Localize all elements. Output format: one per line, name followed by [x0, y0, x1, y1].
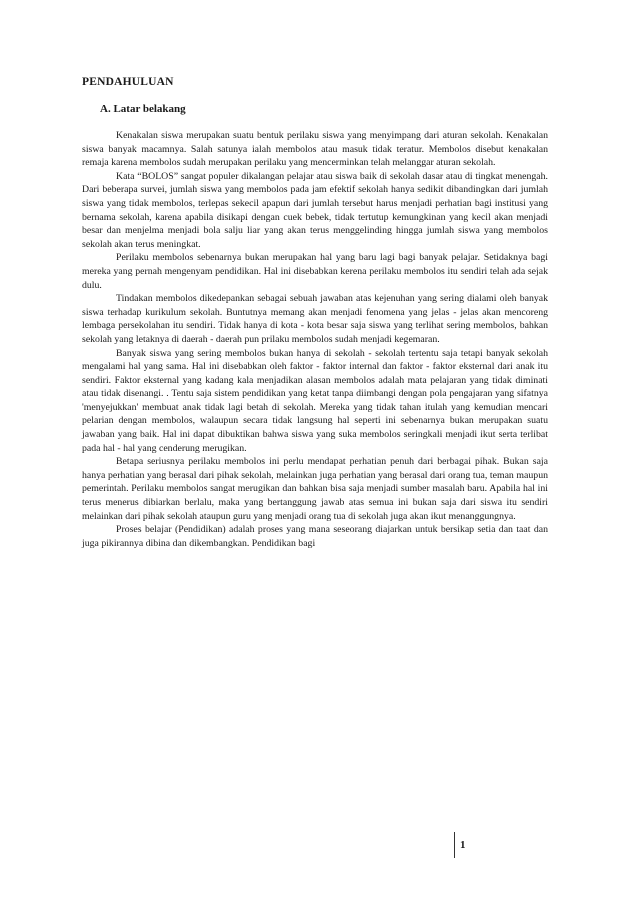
- paragraph: Perilaku membolos sebenarnya bukan merupakan hal yang baru lagi bagi banyak pelajar. Setidaknya bagi mereka yang pernah mengenyam pendidikan. Hal ini disebabkan kerena perilaku membolos itu sendiri telah ada sejak dulu.: [82, 252, 548, 291]
- page-number: 1: [454, 832, 466, 858]
- paragraph: Tindakan membolos dikedepankan sebagai sebuah jawaban atas kejenuhan yang sering dialami oleh banyak siswa terhadap kurikulum sekolah. Buntutnya memang akan menjadi fenomena yang jelas - jelas akan mencoreng lembaga persekolahan itu sendiri. Tidak hanya di kota - kota besar saja siswa yang terlihat sering membolos, bahkan sekolah yang letaknya di daerah - daerah pun prilaku membolos sudah menjadi kegemaran.: [82, 293, 548, 345]
- document-body: [82, 76, 548, 550]
- paragraph: Kata “BOLOS” sangat populer dikalangan pelajar atau siswa baik di sekolah dasar atau di tingkat menengah. Dari beberapa survei, jumlah siswa yang membolos pada jam efektif sekolah hanya sedikit dibandingkan dari jumlah siswa yang tidak membolos, terlepas sekecil apapun dari jumlah tersebut harus menjadi perhatian bagi institusi yang bernama sekolah, karena apabila disikapi dengan cuek bebek, tidak tertutup kemungkinan yang kecil akan menjadi besar dan menjelma menjadi bola salju liar yang akan terus menggelinding hingga jumlah siswa yang membolos sekolah akan terus meningkat.: [82, 170, 548, 250]
- section-heading: PENDAHULUAN: [82, 76, 174, 88]
- subsection-heading: A. Latar belakang: [100, 103, 186, 115]
- paragraph: Proses belajar (Pendidikan) adalah proses yang mana seseorang diajarkan untuk bersikap setia dan taat dan juga pikirannya dibina dan dikembangkan. Pendidikan bagi: [82, 524, 548, 549]
- paragraph: Kenakalan siswa merupakan suatu bentuk perilaku siswa yang menyimpang dari aturan sekolah. Kenakalan siswa banyak macamnya. Salah satunya ialah membolos atau masuk tidak teratur. Membolos disebut kenakalan remaja karena membolos sudah merupakan perilaku yang mencerminkan telah melanggar aturan sekolah.: [82, 130, 548, 169]
- paragraph: Betapa seriusnya perilaku membolos ini perlu mendapat perhatian penuh dari berbagai pihak. Bukan saja hanya perhatian yang berasal dari pihak sekolah, melainkan juga perhatian yang berasal dari orang tua, teman maupun pemerintah. Perilaku membolos sangat merugikan dan bahkan bisa saja menjadi sumber masalah baru. Apabila hal ini terus menerus dibiarkan berlalu, maka yang bertanggung jawab atas semua ini bukan saja dari siswa itu sendiri melainkan dari pihak sekolah ataupun guru yang menjadi orang tua di sekolah juga akan ikut menanggungnya.: [82, 456, 548, 522]
- paragraph: Banyak siswa yang sering membolos bukan hanya di sekolah - sekolah tertentu saja tetapi banyak sekolah mengalami hal yang sama. Hal ini disebabkan oleh faktor - faktor internal dan faktor - faktor eksternal dari anak itu sendiri. Faktor eksternal yang kadang kala menjadikan alasan membolos adalah mata pelajaran yang tidak diminati atau tidak disenangi. . Tentu saja sistem pendidikan yang ketat tanpa diimbangi dengan pola pengajaran yang sifatnya 'menyejukkan' membuat anak tidak lagi betah di sekolah. Mereka yang tidak tahan itulah yang kemudian mencari pelarian dengan membolos, walaupun secara tidak langsung hal seperti ini sebenarnya bukan merupakan suatu jawaban yang baik. Hal ini dapat dibuktikan bahwa siswa yang suka membolos seringkali menjadi ikut serta terlibat pada hal - hal yang cenderung merugikan.: [82, 347, 548, 454]
